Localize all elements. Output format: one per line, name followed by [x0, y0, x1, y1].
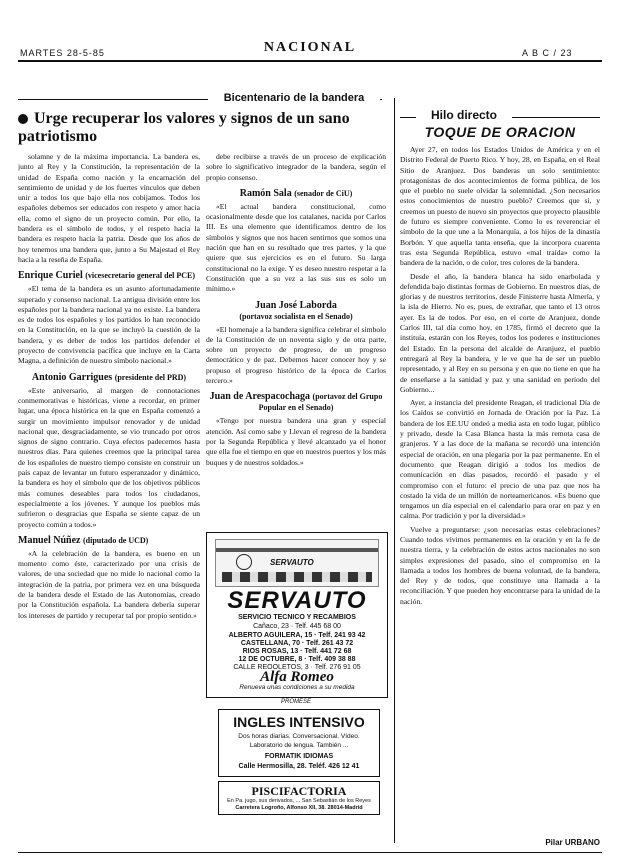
col3-p1: Ayer 27, en todos los Estados Unidos de América y en el Distrito Federal de Puerto Rico. Y hoy, 28, en España, en el Real Sitio de Aranjuez. Dos banderas un solo sentimiento: protagonistas de dos acontecimientos de forma pública, de los que el pueblo no suele olvidar la solemnidad. ¿Son necesarios estos conocimientos de nuestro pueblo? Creemos que sí, y creemos un puesto de nuevo sin proyectos que proyecto plausible de futuro es siempre conveniente. Como lo es reverenciar el símbolo de la que une a la Monarquía, a los hijos de la dinastía Borbón. Y que aquella tanta enseña, que la incorpora cuarenta tras esta Segunda República, estuvo «mal traída» como la bandera de la nación, o de color, tres colores de la bandera.: [400, 145, 600, 268]
kicker-rule-left: [18, 99, 208, 100]
speaker-laborda: Juan José Laborda (portavoz socialista en el Senado): [239, 299, 353, 321]
quote-arespacochaga: «Tengo por nuestra bandera una gran y especial atención. Así como sabe y Llevan el regreso de la bandera por la Segunda República y llevé alcanzado ya el honor que ella fue el tiempo en que en nuestros puertos y los más buques y de nuestros soldados.»: [206, 416, 386, 467]
kicker-rule-right: [380, 99, 382, 100]
servauto-building-image: [215, 539, 379, 587]
servauto-line4: RIOS ROSAS, 13 · Telf. 441 72 68: [242, 648, 352, 655]
speaker-sala: Ramón Sala (senador de CiU): [239, 187, 353, 199]
ad-ingles: [218, 709, 380, 777]
signature: Pilar URBANO: [545, 838, 600, 847]
formatik-line1: Calle Hermosilla, 28. Teléf. 426 12 41: [238, 763, 360, 770]
footer-rule: [18, 852, 602, 853]
alfa-romeo-logo: Alfa Romeo: [260, 669, 334, 685]
col2-intro: debe recibirse a través de un proceso de explicación sobre lo significativo integrador de la bandera, según el propio consenso.: [206, 152, 386, 182]
quote-sala: «El actual bandera constitucional, como ocasionalmente desde que los catalanes, nacida por Carlos III. Es una elemento que identificamos dentro de los símbolos y signos que nos hacen sentirnos que somos una nación que han en su resultado que tres partes, y la que quiere que sus ejercicios es en el futuro. Su larga constitucional no la exige. Y es deseo nuestro respetar a la Constitución que a su vez a las sus sus es solo un mínimo.»: [206, 201, 386, 294]
quote-curiel: «El tema de la bandera es un asunto afortunadamente superado y consenso nacional. La antigua división entre los españoles por la bandera nacional ya no existe. La bandera es de todos los españoles y los partidos lo han reconocido en la Constitución, en la que se incluyó la cuestión de la bandera, y es deber de todos los partidos defender el proyecto de convivencia pacífica que incluye en la Carta Magna, a definición de nuestro símbolo nacional.»: [18, 284, 200, 366]
page-number: A B C / 23: [522, 48, 573, 58]
piscifactoria-title: PISCIFACTORIA: [251, 784, 347, 798]
column-2: [206, 152, 386, 527]
servauto-line6: CALLE REOOLETOS, 3 · Telf. 276 91 05: [233, 664, 361, 671]
bullet-icon: [18, 114, 28, 124]
quote-nunez: «A la celebración de la bandera, es bueno en un momento como éste, caracterizado por una crisis de valores, de una sociedad que no mide lo nacional como la integración de la patria, por primera vez en una búsqueda de la bandera desde el Estado de las Autonomías, creado por la Constitución española. La bandera debería superar los intereses de partido y recuperar tal por propio sentido.»: [18, 548, 200, 620]
servauto-slogan2: PROMESE: [280, 699, 311, 705]
speaker-nunez: Manuel Núñez (diputado de UCD): [18, 534, 149, 546]
col1-intro: solamne y de la máxima importancia. La bandera es, junto al Rey y la Constitución, la representación de la unidad de España como nación y la encarnación del sentimiento de unidad y de los fuertes vínculos que deben unir a todos los que bajo ella nos cobijamos. Todos los españoles debemos ser educados con respeto y amor hacia ella, como el signo de un proyecto común. Por ello, la bandera es el símbolo de todos, y el respeto hacia la bandera es respeto hacia la patria. Desde que los años de hoy tenemos una bandera que, junto a Su Majestad el Rey hacia a la reseña de España.: [18, 152, 200, 264]
column-3: [400, 145, 600, 835]
column-1: [18, 152, 200, 852]
hilo-rule-left: [400, 117, 416, 118]
servauto-line2: ALBERTO AGUILERA, 15 · Telf. 241 93 42: [228, 632, 366, 639]
ad-piscifactoria: [218, 781, 380, 815]
alfa-badge-icon: [236, 554, 252, 570]
building-roof-icon: [216, 548, 378, 552]
piscifactoria-line2: Carretera Logroño, Alfonso XII, 38. 28014-Madrid: [235, 805, 363, 811]
servauto-slogan: Renueva unas condiciones a su medida: [239, 684, 355, 691]
section-title: NACIONAL: [263, 40, 357, 55]
speaker-garrigues: Antonio Garrigues (presidente del PRD): [31, 371, 187, 383]
col3-p3: Ayer, a instancia del presidente Reagan, el tradicional Día de los Caídos se convirtió en Jornada de Oración por la Paz. La bandera de los EE.UU ondeó a media asta en todo lugar, público y privado, desde la Casa Blanca hasta la más remota casa de granjeros. Y a las doce de la mañana se recordó una intención especial de oración, en una plegaria por la paz permanente. En el documento que Reagan dirigió a todos los medios de comunicación en días pasados, recordó el pasado y el compromiso con el futuro: el precio de una paz que nos ha costado la vida de un millón de norteamericanos. «Es bueno que tengamos un día especial en el calendario para orar en paz y en calma. Por tradición y por la diversidad.»: [400, 398, 600, 521]
headline-text: Urge recuperar los valores y signos de un sano patriotismo: [18, 110, 350, 145]
ingles-line1: Dos horas diarias. Conversacional. Vídeo. Laboratorio de lengua. También ...: [238, 733, 360, 749]
page-date: MARTES 28-5-85: [20, 48, 105, 58]
quote-garrigues: «Este aniversario, al margen de connotaciones conmemorativas e históricas, viene a recordar, en primer lugar, una época histórica en la que en España comenzó a surgir un movimiento impulsor renovador y de unidad nacional que, desgraciadamente, se vio truncado por otros signos de signo contrario. Cuya efectos padecemos hasta nuestros días. Para quienes creemos que la principal tarea de los españoles de nuestro tiempo consiste en construir un país capaz de levantar un futuro esperanzador y dinámico, la bandera es hoy el símbolo que de los objetivos públicos más comunes deseables para todos los ciudadanos, especialmente a los jóvenes. Y aunque los pueblos más sufrieron o desgracias que España se siente capaz de un proyecto común a todos.»: [18, 385, 200, 529]
ingles-title: INGLES INTENSIVO: [233, 714, 365, 730]
building-windows-icon: [222, 572, 372, 582]
servauto-sign-small: SERVAUTO: [270, 558, 314, 567]
formatik-title: FORMATIK IDIOMAS: [264, 753, 334, 760]
header-rule: [18, 60, 602, 62]
toque-title: TOQUE DE ORACION: [424, 124, 576, 140]
servauto-subtitle: SERVICIO TECNICO Y RECAMBIOS: [238, 614, 356, 621]
col3-p2: Desde el año, la bandera blanca ha sido enarbolada y defendida bajo distintas formas de Gobierno. En nuestros días, de glorias y de nuestros territorios, desde Finisterre hasta Almería, y la isla de Hierro. No es, pues, de extrañar, que tanto el 13 otros ayer. Es la de todos. Por eso, en el corte de Aranjuez, donde Carlos III, tal día como hoy, en 1785, firmó el decreto que la instituía, estarán con los Reyes, todos los poderes e instituciones del Estado. En la persona del alcalde de Aranjuez, el pueblo entregará al Rey la bandera, y le ve que ha de ser un pueblo representado, y al Rey en su persona y en que no tiene en que ha de enseñarse a la sanidad y paz y una sanidad en período del Gobierno...: [400, 271, 600, 394]
speaker-arespacochaga: Juan de Arespacochaga (portavoz del Grupo Popular en el Senado): [209, 391, 383, 413]
ad-servauto: [206, 532, 388, 698]
col3-p4: Vuelve a preguntarse: ¿son necesarias estas celebraciones? Cuando todos vivimos permanentes en la oración y en la fe de nuestra tierra, y la celebración de estos actos nacionales no son simples expresiones del pasado, sino el compromiso en la llamada a todos los hombres de buena voluntad, de la bandera, del Rey y de todos, que constituye una llamada a la reconciliación. Y que pueden hoy encontrarse para la unidad de la nación.: [400, 524, 600, 606]
servauto-line3: CASTELLANA, 70 · Telf. 261 43 72: [240, 640, 354, 647]
servauto-title: SERVAUTO: [227, 587, 367, 614]
quote-laborda: «El homenaje a la bandera significa celebrar el símbolo de la Constitución de un noventa siglo y de otra parte, sobre un proyecto de progreso, de un progreso democrático y de paz. Debemos hacer conocer hoy y se propuso el progreso histórico de la época de Carlos tercero.»: [206, 324, 386, 386]
hilo-rule-right: [512, 117, 600, 118]
hilo-directo-label: Hilo directo: [430, 108, 497, 122]
speaker-curiel: Enrique Curiel (vicesecretario general del PCE): [18, 270, 196, 282]
servauto-line5: 12 DE OCTUBRE, 8 · Telf. 409 38 88: [238, 656, 356, 663]
headline: [18, 110, 388, 146]
kicker: Bicentenario de la bandera: [223, 92, 365, 104]
servauto-line1: Cañaco, 23 · Telf. 445 68 00: [253, 623, 341, 630]
column3-divider: [394, 98, 395, 843]
piscifactoria-line1: En Pa. jugo, sus derivados, ... San Sebastián de los Reyes: [227, 798, 371, 804]
